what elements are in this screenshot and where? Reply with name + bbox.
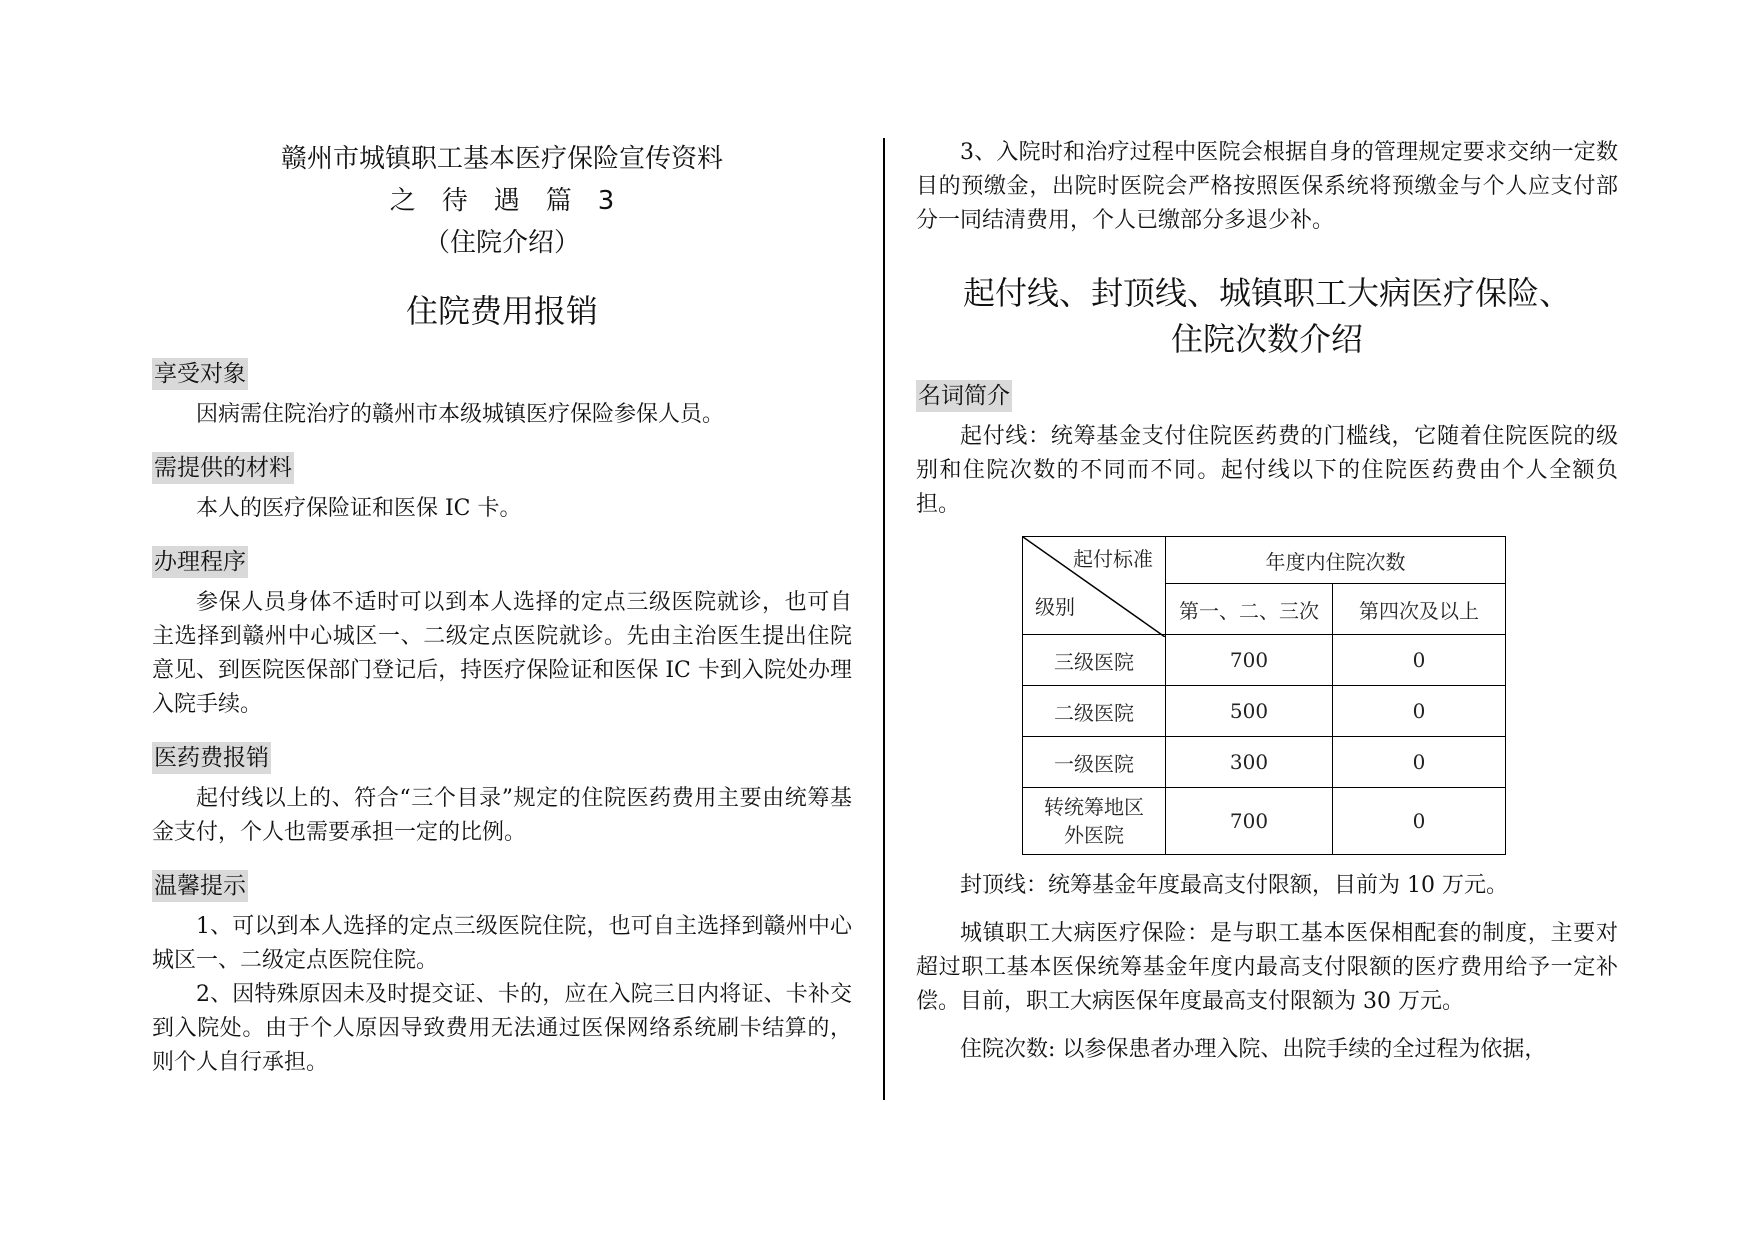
paragraph: 1、可以到本人选择的定点三级医院住院，也可自主选择到赣州中心城区一、二级定点医院住院。 [152,914,852,973]
left-column [152,138,852,1094]
section-tips [152,864,852,1080]
table-row [1023,737,1506,788]
heading-terms: 名词简介 [916,380,1012,412]
table-cell-value: 0 [1333,737,1506,788]
section-title-reimbursement: 住院费用报销 [405,292,598,330]
table-cell-value: 700 [1166,635,1333,686]
heading-procedure: 办理程序 [152,546,248,578]
table-row [1023,635,1506,686]
paragraph: 起付线以上的、符合“三个目录”规定的住院医药费用主要由统筹基金支付，个人也需要承担一定的比例。 [152,786,852,845]
paragraph-admissions: 住院次数: 以参保患者办理入院、出院手续的全过程为依据， [960,1037,1547,1062]
heading-tips: 温馨提示 [152,870,248,902]
table-row [1023,788,1506,855]
table-row [1023,686,1506,737]
table-cell-value: 500 [1166,686,1333,737]
heading-medical-reimbursement: 医药费报销 [152,742,271,774]
paragraph: 本人的医疗保险证和医保 IC 卡。 [196,496,522,521]
table-cell-level [1023,788,1166,855]
table-cell-value: 300 [1166,737,1333,788]
document-title: 赣州市城镇职工基本医疗保险宣传资料 [280,144,723,174]
heading-materials: 需提供的材料 [152,452,294,484]
section-procedure [152,540,852,722]
level-line2: 外医院 [1064,823,1124,847]
paragraph-deductible: 起付线：统筹基金支付住院医药费的门槛线，它随着住院医院的级别和住院次数的不同而不同。起付线以下的住院医药费由个人全额负担。 [916,424,1618,517]
section-beneficiaries [152,352,852,432]
level-line1: 转统筹地区 [1044,795,1144,819]
table-cell-level: 二级医院 [1023,686,1166,737]
section-title-terms [916,270,1618,362]
corner-label-level: 级别 [1035,595,1075,619]
paragraph: 参保人员身体不适时可以到本人选择的定点三级医院就诊，也可自主选择到赣州中心城区一、二级定点医院就诊。先由主治医生提出住院意见、到医院医保部门登记后，持医疗保险证和医保 IC 卡到入院处办理入院手续。 [152,590,852,717]
table-cell-value: 0 [1333,686,1506,737]
paragraph-tip-3: 3、入院时和治疗过程中医院会根据自身的管理规定要求交纳一定数目的预缴金，出院时医院会严格按照医保系统将预缴金与个人应支付部分一同结清费用，个人已缴部分多退少补。 [916,140,1618,233]
table-col-header: 第一、二、三次 [1166,584,1333,635]
table-cell-value: 700 [1166,788,1333,855]
table-cell-value: 0 [1333,635,1506,686]
table-group-header: 年度内住院次数 [1166,537,1506,584]
paragraph-cap: 封顶线：统筹基金年度最高支付限额，目前为 10 万元。 [960,873,1508,898]
heading-beneficiaries: 享受对象 [152,358,248,390]
paragraph-critical-illness: 城镇职工大病医疗保险：是与职工基本医保相配套的制度，主要对超过职工基本医保统筹基金年度内最高支付限额的医疗费用给予一定补偿。目前，职工大病医保年度最高支付限额为 30 万元。 [916,921,1618,1014]
paragraph: 因病需住院治疗的赣州市本级城镇医疗保险参保人员。 [196,402,725,427]
section-medical-reimbursement [152,736,852,850]
section-title-line2: 住院次数介绍 [1170,320,1363,358]
corner-label-standard: 起付标准 [1073,547,1153,571]
document-topic: （住院介绍） [423,228,580,258]
table-corner-cell [1023,537,1166,635]
table-cell-level: 一级医院 [1023,737,1166,788]
paragraph: 2、因特殊原因未及时提交证、卡的，应在入院三日内将证、卡补交到入院处。由于个人原因导致费用无法通过医保网络系统刷卡结算的，则个人自行承担。 [152,982,852,1075]
table-cell-value: 0 [1333,788,1506,855]
deductible-table [1022,536,1506,855]
table-cell-level: 三级医院 [1023,635,1166,686]
right-column [916,136,1618,1081]
document-subtitle: 之待遇篇3 [389,186,641,216]
table-col-header: 第四次及以上 [1333,584,1506,635]
section-materials [152,446,852,526]
section-title-line1: 起付线、封顶线、城镇职工大病医疗保险、 [962,274,1571,312]
column-divider [883,138,885,1100]
